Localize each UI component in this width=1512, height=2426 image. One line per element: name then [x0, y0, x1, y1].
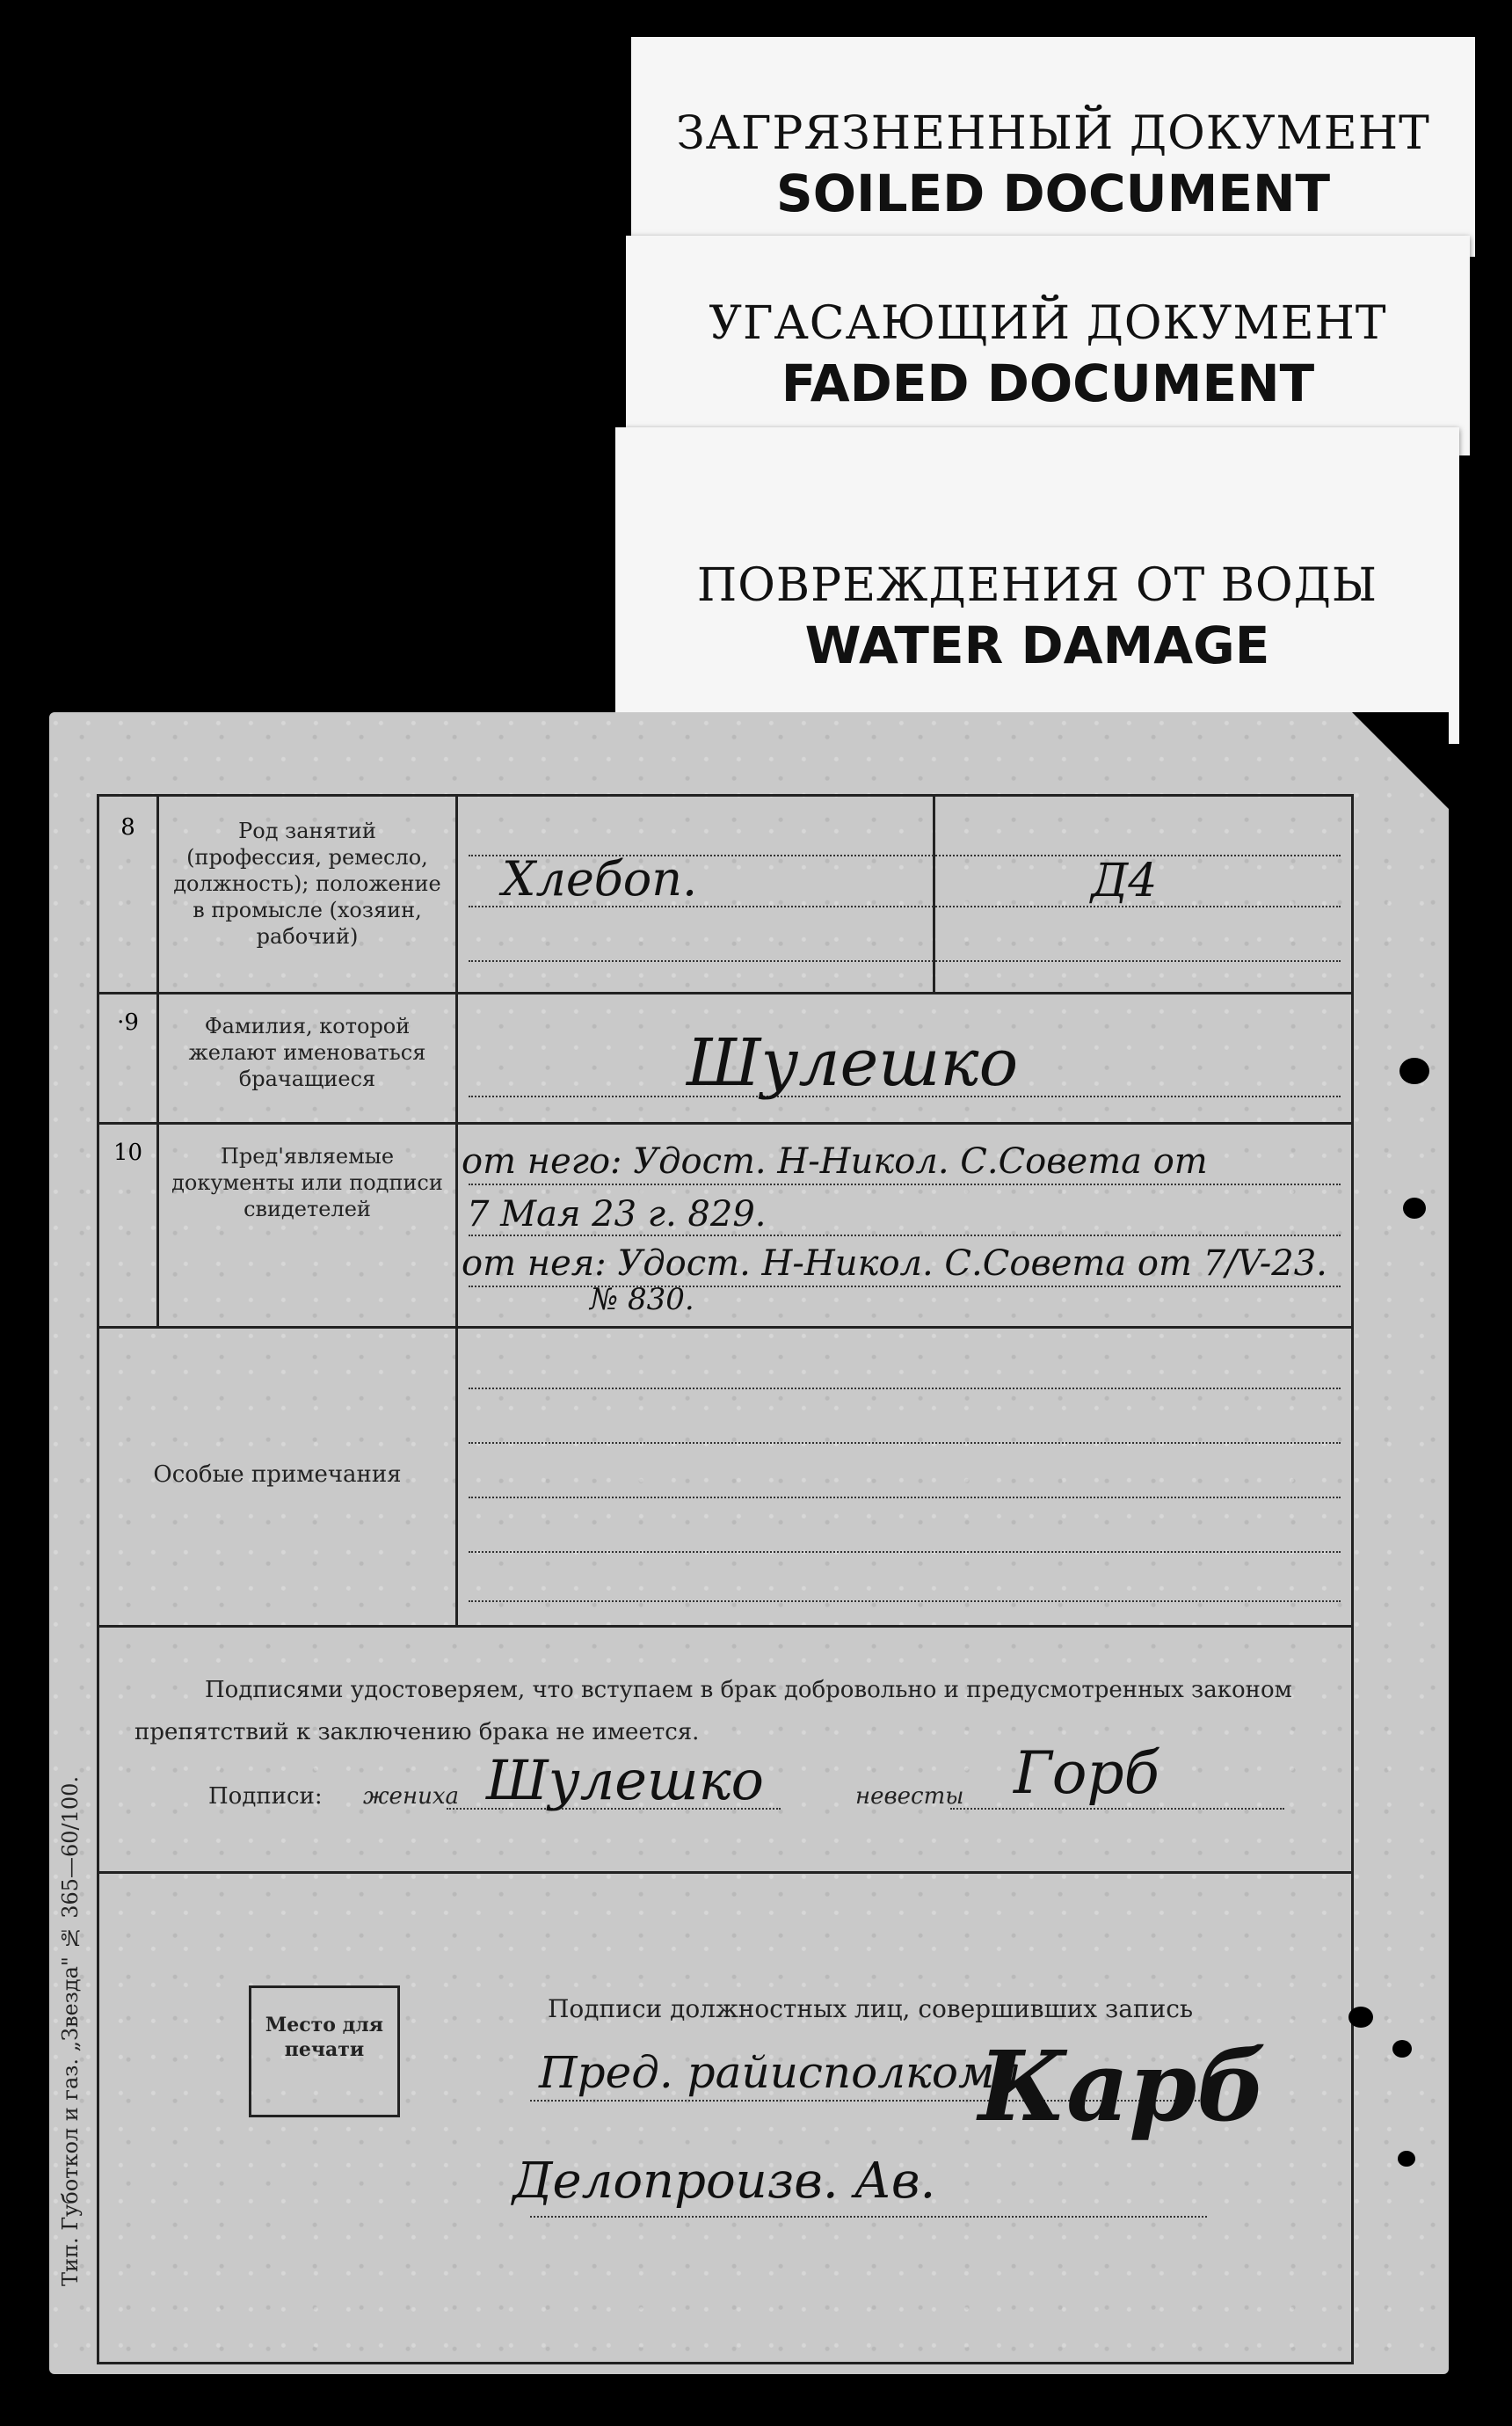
ink-blot — [1392, 2040, 1412, 2058]
chosen-surname: Шулешко — [687, 1025, 1019, 1101]
notes-answer — [458, 1326, 1351, 1625]
printer-imprint: Тип. Губоткол и газ. „Звезда" № 365—60/100. — [58, 1775, 83, 2287]
torn-corner — [1352, 712, 1449, 809]
dotted-line — [469, 1600, 1341, 1602]
notes-label: Особые примечания — [99, 1326, 458, 1625]
occupation-bride: Д4 — [1091, 855, 1158, 907]
officials-section — [99, 1871, 1351, 2362]
official-signature-line — [530, 2216, 1207, 2218]
water-label-ru: ПОВРЕЖДЕНИЯ ОТ ВОДЫ — [696, 559, 1378, 612]
occupation-answer — [458, 797, 1351, 992]
document-line: от него: Удост. Н-Никол. С.Совета от — [462, 1141, 1208, 1182]
documents-answer — [458, 1122, 1351, 1326]
faded-label-ru: УГАСАЮЩИЙ ДОКУМЕНТ — [709, 297, 1387, 350]
column-divider — [933, 797, 935, 992]
official-signature-1: Пред. райисполкома — [539, 2047, 1021, 2098]
dotted-line — [469, 1388, 1341, 1389]
row-number: ·9 — [99, 992, 159, 1122]
row-occupation — [99, 797, 1351, 994]
water-label-en: WATER DAMAGE — [804, 616, 1270, 675]
water-damage-label — [615, 427, 1459, 744]
official-signature-2: Делопроизв. Ав. — [512, 2153, 936, 2210]
row-documents — [99, 1122, 1351, 1329]
soiled-label-ru: ЗАГРЯЗНЕННЫЙ ДОКУМЕНТ — [676, 107, 1430, 160]
ink-blot — [1348, 2007, 1373, 2028]
dotted-line — [469, 1497, 1341, 1498]
surname-label: Фамилия, которой желают именоваться брачащиеся — [159, 992, 458, 1122]
stamp-place: Место для печати — [249, 1985, 400, 2117]
row-number: 10 — [99, 1122, 159, 1326]
occupation-label: Род занятий (профессия, ремесло, должность); положение в промысле (хозяин, рабочий) — [159, 797, 458, 992]
faded-document-label — [626, 236, 1470, 455]
document-line: 7 Мая 23 г. 829. — [467, 1194, 767, 1235]
dotted-line — [469, 1235, 1341, 1236]
row-notes — [99, 1326, 1351, 1628]
soiled-label-en: SOILED DOCUMENT — [775, 164, 1331, 223]
groom-signature: Шулешко — [486, 1748, 764, 1812]
ink-blot — [1403, 1198, 1426, 1219]
row-surname — [99, 992, 1351, 1125]
document-line: от нея: Удост. Н-Никол. С.Совета от 7/V-23. — [462, 1243, 1327, 1284]
marriage-record-sheet — [49, 712, 1449, 2374]
dotted-line — [469, 1184, 1341, 1185]
official-signature-3: Карб — [978, 2029, 1267, 2143]
declaration-text: Подписями удостоверяем, что вступаем в брак добровольно и предусмотренных законом препятствий к заключению брака не имеется. — [134, 1677, 1292, 1745]
ink-blot — [1398, 2151, 1415, 2167]
documents-label: Пред'являемые документы или подписи свидетелей — [159, 1122, 458, 1326]
record-form — [97, 794, 1354, 2364]
bride-signature-line — [950, 1808, 1284, 1810]
bride-label: невесты — [855, 1783, 964, 1810]
soiled-document-label — [631, 37, 1475, 257]
dotted-line — [469, 960, 1341, 962]
groom-label: жениха — [363, 1783, 459, 1810]
declaration-section — [99, 1625, 1351, 1874]
signatures-label: Подписи: — [208, 1783, 323, 1810]
dotted-line — [469, 1551, 1341, 1553]
occupation-groom: Хлебоп. — [502, 851, 698, 907]
row-number: 8 — [99, 797, 159, 992]
bride-signature: Горб — [1014, 1739, 1159, 1807]
dotted-line — [469, 1442, 1341, 1444]
officials-title: Подписи должностных лиц, совершивших запись — [548, 1994, 1194, 2023]
faded-label-en: FADED DOCUMENT — [781, 353, 1315, 413]
document-line: № 830. — [590, 1282, 694, 1317]
ink-blot — [1399, 1058, 1429, 1084]
surname-answer — [458, 992, 1351, 1122]
